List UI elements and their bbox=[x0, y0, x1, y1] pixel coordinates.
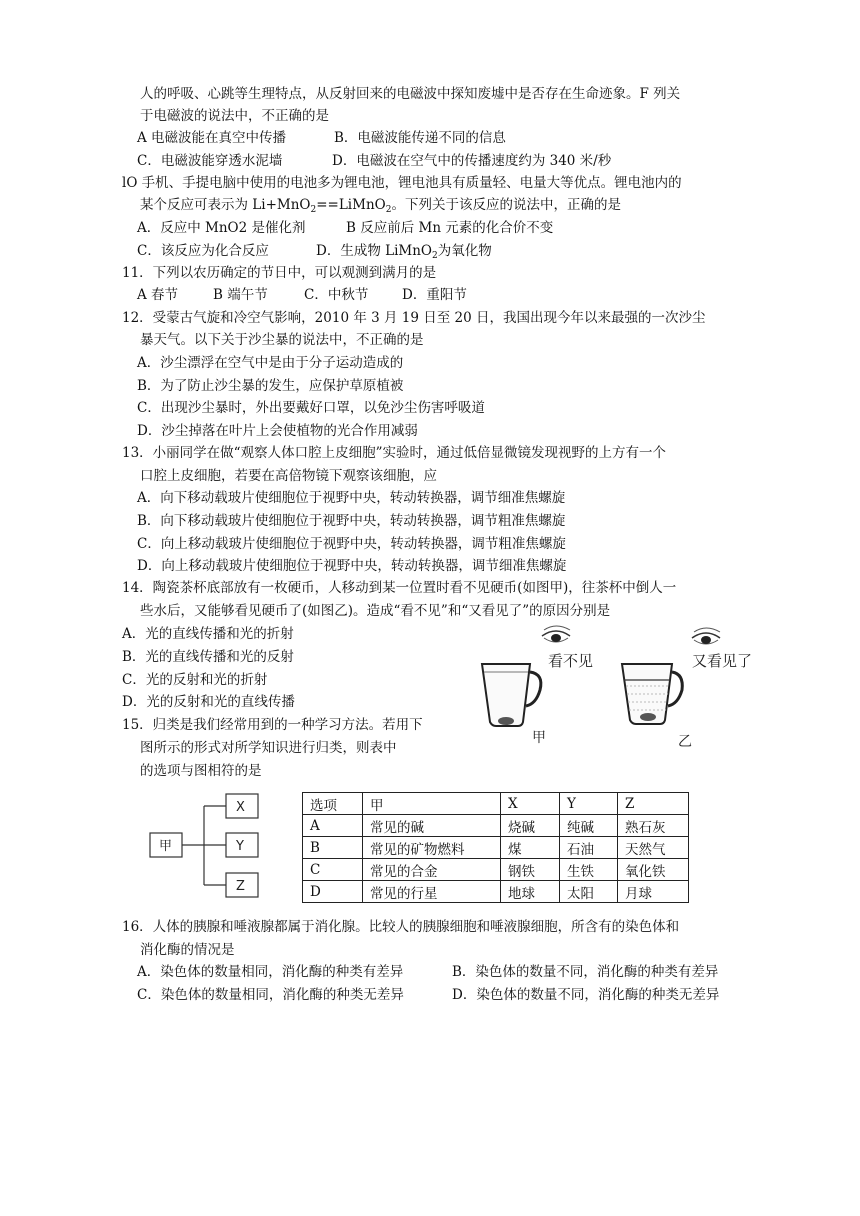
q9-stem-line2: 于电磁波的说法中，不正确的是 bbox=[140, 108, 329, 124]
q16-stem-line2: 消化酶的情况是 bbox=[140, 942, 235, 958]
q14-figure bbox=[470, 622, 770, 752]
q14-stem-line2: 些水后，又能够看见硬币了(如图乙)。造成“看不见”和“又看见了”的原因分别是 bbox=[140, 603, 611, 619]
q14-caption-right: 又看见了 bbox=[692, 652, 753, 670]
q14-option-c: C．光的反射和光的折射 bbox=[122, 672, 268, 688]
table-header-cell: 选项 bbox=[303, 793, 363, 815]
table-cell: 月球 bbox=[618, 881, 689, 903]
q14-option-b: B．光的直线传播和光的反射 bbox=[122, 649, 294, 665]
q14-caption-left: 看不见 bbox=[548, 652, 594, 670]
table-row bbox=[303, 815, 689, 837]
diagram-node-z: Z bbox=[236, 879, 245, 894]
eye-icon bbox=[542, 626, 570, 642]
diagram-node-x: X bbox=[236, 800, 245, 815]
q13-stem-line1: 13．小丽同学在做“观察人体口腔上皮细胞”实验时，通过低倍显微镜发现视野的上方有一个 bbox=[122, 445, 666, 461]
q11-option-c: C．中秋节 bbox=[304, 287, 369, 303]
table-cell: 天然气 bbox=[618, 837, 689, 859]
table-cell: 熟石灰 bbox=[618, 815, 689, 837]
table-cell: D bbox=[303, 881, 363, 903]
table-header-row bbox=[303, 793, 689, 815]
table-cell: 石油 bbox=[560, 837, 618, 859]
table-header-cell: 甲 bbox=[363, 793, 501, 815]
q15-stem-line1: 15．归类是我们经常用到的一种学习方法。若用下 bbox=[122, 717, 423, 733]
q9-option-c: C．电磁波能穿透水泥墙 bbox=[137, 153, 283, 169]
q12-stem-line2: 暴天气。以下关于沙尘暴的说法中，不正确的是 bbox=[140, 332, 424, 348]
table-row bbox=[303, 837, 689, 859]
q16-stem-line1: 16．人体的胰腺和唾液腺都属于消化腺。比较人的胰腺细胞和唾液腺细胞，所含有的染色体和 bbox=[122, 919, 680, 935]
q10-option-b: B 反应前后 Mn 元素的化合价不变 bbox=[346, 220, 554, 236]
q12-option-b: B．为了防止沙尘暴的发生，应保护草原植被 bbox=[137, 378, 404, 394]
q13-stem-line2: 口腔上皮细胞，若要在高倍物镜下观察该细胞，应 bbox=[140, 468, 437, 484]
table-cell: B bbox=[303, 837, 363, 859]
q11-option-a: A 春节 bbox=[137, 287, 179, 303]
q15-diagram bbox=[146, 790, 266, 906]
table-cell: 地球 bbox=[501, 881, 560, 903]
q14-option-a: A．光的直线传播和光的折射 bbox=[122, 626, 294, 642]
q13-option-c: C．向上移动载玻片使细胞位于视野中央，转动转换器，调节粗准焦螺旋 bbox=[137, 536, 566, 552]
q9-option-a: A 电磁波能在真空中传播 bbox=[137, 130, 287, 146]
table-cell: 太阳 bbox=[560, 881, 618, 903]
eye-icon bbox=[692, 628, 720, 644]
table-row bbox=[303, 859, 689, 881]
q16-option-d: D．染色体的数量不同，消化酶的种类无差异 bbox=[452, 987, 720, 1003]
table-cell: 常见的行星 bbox=[363, 881, 501, 903]
table-cell: 氧化铁 bbox=[618, 859, 689, 881]
table-header-cell: Y bbox=[560, 793, 618, 815]
table-cell: 常见的矿物燃料 bbox=[363, 837, 501, 859]
q11-option-b: B 端午节 bbox=[213, 287, 268, 303]
table-cell: C bbox=[303, 859, 363, 881]
table-row bbox=[303, 881, 689, 903]
diagram-node-root: 甲 bbox=[159, 839, 173, 854]
q9-option-d: D．电磁波在空气中的传播速度约为 340 米/秒 bbox=[332, 153, 612, 169]
q10-option-a: A．反应中 MnO2 是催化剂 bbox=[137, 220, 306, 236]
q13-option-b: B．向下移动载玻片使细胞位于视野中央，转动转换器，调节粗准焦螺旋 bbox=[137, 513, 566, 529]
table-cell: 烧碱 bbox=[501, 815, 560, 837]
coin-icon bbox=[498, 717, 514, 725]
q11-option-d: D．重阳节 bbox=[402, 287, 467, 303]
table-cell: 常见的碱 bbox=[363, 815, 501, 837]
q10-option-d: D．生成物 LiMnO$_2$为氧化物 bbox=[316, 243, 492, 261]
q16-option-c: C．染色体的数量相同，消化酶的种类无差异 bbox=[137, 987, 404, 1003]
table-cell: 煤 bbox=[501, 837, 560, 859]
q15-options-table bbox=[302, 792, 689, 903]
q12-option-c: C．出现沙尘暴时，外出要戴好口罩，以免沙尘伤害呼吸道 bbox=[137, 400, 485, 416]
q10-stem-line1: lO 手机、手提电脑中使用的电池多为锂电池，锂电池具有质量轻、电量大等优点。锂电池内的 bbox=[122, 175, 682, 191]
coin-icon bbox=[640, 713, 656, 721]
table-header-cell: Z bbox=[618, 793, 689, 815]
q12-option-d: D．沙尘掉落在叶片上会使植物的光合作用减弱 bbox=[137, 423, 418, 439]
table-cell: 常见的合金 bbox=[363, 859, 501, 881]
q14-label-right: 乙 bbox=[678, 734, 692, 750]
table-header-cell: X bbox=[501, 793, 560, 815]
q11-stem: 11．下列以农历确定的节日中，可以观测到满月的是 bbox=[122, 265, 437, 281]
q15-stem-line2: 图所示的形式对所学知识进行归类，则表中 bbox=[140, 740, 397, 756]
q16-option-a: A．染色体的数量相同，消化酶的种类有差异 bbox=[137, 964, 404, 980]
q10-option-c: C．该反应为化合反应 bbox=[137, 243, 269, 259]
q12-option-a: A．沙尘漂浮在空气中是由于分子运动造成的 bbox=[137, 355, 404, 371]
q13-option-a: A．向下移动载玻片使细胞位于视野中央，转动转换器，调节细准焦螺旋 bbox=[137, 490, 566, 506]
q16-option-b: B．染色体的数量不同，消化酶的种类有差异 bbox=[452, 964, 719, 980]
q14-option-d: D．光的反射和光的直线传播 bbox=[122, 694, 295, 710]
table-cell: 钢铁 bbox=[501, 859, 560, 881]
q10-stem-line2: 某个反应可表示为 Li+MnO$_2$==LiMnO$_2$。下列关于该反应的说法中，正确的是 bbox=[140, 197, 621, 215]
q13-option-d: D．向上移动载玻片使细胞位于视野中央，转动转换器，调节细准焦螺旋 bbox=[137, 558, 567, 574]
q14-stem-line1: 14．陶瓷茶杯底部放有一枚硬币，人移动到某一位置时看不见硬币(如图甲)，往茶杯中倒人一 bbox=[122, 580, 677, 596]
q15-stem-line3: 的选项与图相符的是 bbox=[140, 763, 262, 779]
cup-left bbox=[482, 664, 541, 726]
q9-stem-line1: 人的呼吸、心跳等生理特点，从反射回来的电磁波中探知废墟中是否存在生命迹象。F 列关 bbox=[140, 86, 681, 102]
table-cell: A bbox=[303, 815, 363, 837]
diagram-node-y: Y bbox=[236, 839, 244, 854]
q12-stem-line1: 12．受蒙古气旋和冷空气影响，2010 年 3 月 19 日至 20 日，我国出现今年以来最强的一次沙尘 bbox=[122, 310, 706, 326]
cup-right bbox=[622, 664, 682, 724]
q9-option-b: B．电磁波能传递不同的信息 bbox=[334, 130, 506, 146]
table-cell: 生铁 bbox=[560, 859, 618, 881]
table-cell: 纯碱 bbox=[560, 815, 618, 837]
q14-label-left: 甲 bbox=[532, 730, 546, 746]
